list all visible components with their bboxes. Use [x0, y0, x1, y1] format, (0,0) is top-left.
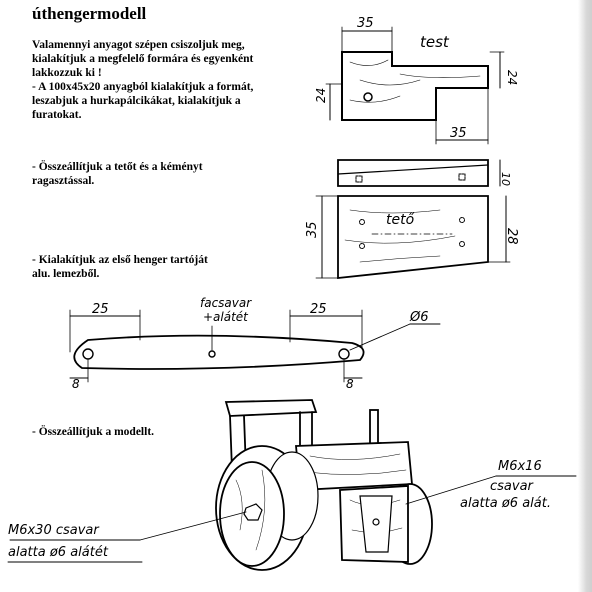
callout-left-2: alatta ø6 alátét — [8, 545, 108, 560]
body-part-drawing — [314, 16, 519, 144]
body-label: test — [420, 33, 449, 51]
instruction-paragraph-3: - Kialakítjuk az első henger tartóját alu. lemezből. — [32, 254, 208, 280]
roof-dim-left: 35 — [305, 221, 320, 238]
body-dim-top: 35 — [357, 16, 374, 31]
instruction-paragraph-4: - Összeállítjuk a modellt. — [32, 426, 155, 438]
assembled-model-drawing — [216, 400, 432, 570]
callout-right-1: M6x16 — [498, 459, 542, 474]
body-dim-right: 24 — [505, 70, 519, 86]
roller-holder-drawing — [70, 296, 440, 391]
holder-screw-label-1: facsavar — [200, 296, 252, 310]
instruction-paragraph-1: Valamennyi anyagot szépen csiszoljuk meg, kialakítjuk a megfelelő formára és egyenként lakkozzuk ki ! - A 100x45x20 anyagból kialakítjuk a formát, leszabjuk a hurkapálcikákat, kialakítjuk a furatokat. — [32, 39, 254, 121]
holder-dim-left: 25 — [92, 302, 109, 317]
roof-side-dim: 10 — [499, 172, 512, 186]
roof-top-drawing — [305, 196, 519, 278]
callout-left-1: M6x30 csavar — [8, 523, 99, 538]
callout-right-2: csavar — [490, 479, 533, 494]
page-title: úthengermodell — [32, 4, 147, 23]
body-dim-left: 24 — [314, 87, 328, 103]
holder-screw-label-2: +alátét — [203, 310, 248, 324]
roof-label: tető — [386, 212, 415, 228]
holder-dim-right-bottom: 8 — [346, 377, 354, 391]
roof-side-drawing — [338, 160, 512, 186]
holder-dim-right: 25 — [310, 302, 327, 317]
callout-right-3: alatta ø6 alát. — [460, 496, 551, 511]
roof-dim-right: 28 — [504, 228, 519, 245]
body-dim-bottom: 35 — [450, 126, 467, 141]
instruction-paragraph-2: - Összeállítjuk a tetőt és a kéményt ragasztással. — [32, 161, 203, 187]
holder-dim-left-bottom: 8 — [72, 377, 80, 391]
holder-hole-dia: Ø6 — [410, 310, 429, 325]
